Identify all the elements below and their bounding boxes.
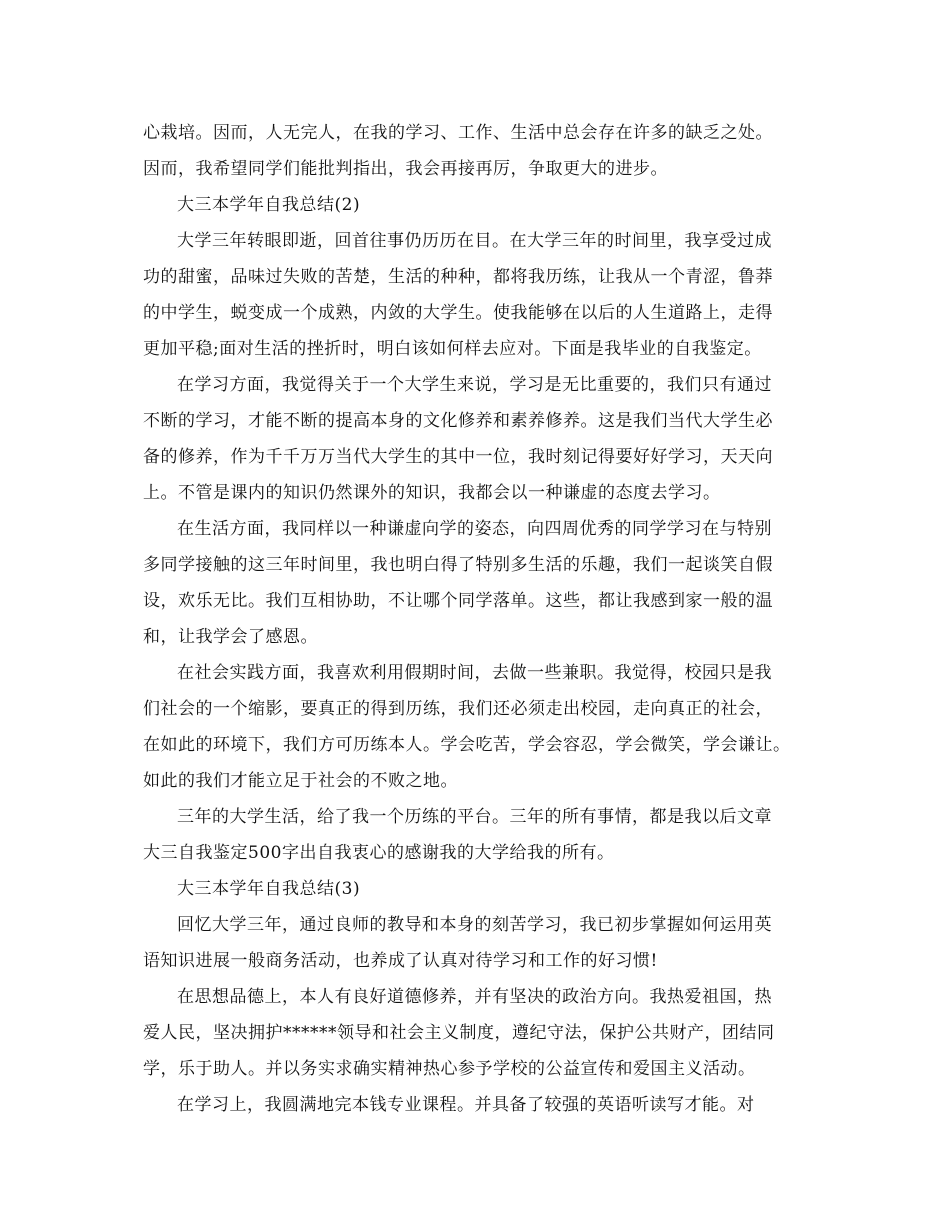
- text-line: 大三本学年自我总结(3): [177, 879, 361, 899]
- text-line: 在生活方面，我同样以一种谦虚向学的姿态，向四周优秀的同学学习在与特别: [177, 519, 772, 539]
- text-line: 三年的大学生活，给了我一个历练的平台。三年的所有事情，都是我以后文章: [177, 807, 772, 827]
- text-line: 备的修养，作为千千万万当代大学生的其中一位，我时刻记得要好好学习，天天向: [143, 447, 773, 467]
- text-line: 不断的学习，才能不断的提高本身的文化修养和素养修养。这是我们当代大学生必: [143, 411, 773, 431]
- text-line: 在如此的环境下，我们方可历练本人。学会吃苦，学会容忍，学会微笑，学会谦让。: [143, 735, 791, 755]
- text-line: 的中学生，蜕变成一个成熟，内敛的大学生。使我能够在以后的人生道路上，走得: [143, 303, 773, 323]
- text-line: 因而，我希望同学们能批判指出，我会再接再厉，争取更大的进步。: [143, 159, 668, 179]
- text-line: 更加平稳;面对生活的挫折时，明白该如何样去应对。下面是我毕业的自我鉴定。: [143, 339, 762, 359]
- text-line: 心栽培。因而，人无完人，在我的学习、工作、生活中总会存在许多的缺乏之处。: [143, 123, 773, 143]
- text-line: 大三本学年自我总结(2): [177, 195, 361, 215]
- text-line: 上。不管是课内的知识仍然课外的知识，我都会以一种谦虚的态度去学习。: [143, 483, 721, 503]
- text-line: 大三自我鉴定500字出自我衷心的感谢我的大学给我的所有。: [143, 843, 615, 863]
- text-line: 语知识进展一般商务活动，也养成了认真对待学习和工作的好习惯!: [143, 951, 658, 971]
- text-line: 在学习上，我圆满地完本钱专业课程。并具备了较强的英语听读写才能。对: [177, 1095, 755, 1115]
- text-line: 如此的我们才能立足于社会的不败之地。: [143, 771, 458, 791]
- document-body: [143, 115, 808, 1123]
- text-line: 在社会实践方面，我喜欢利用假期时间，去做一些兼职。我觉得，校园只是我: [177, 663, 772, 683]
- text-line: 在思想品德上，本人有良好道德修养，并有坚决的政治方向。我热爱祖国，热: [177, 987, 772, 1007]
- text-line: 回忆大学三年，通过良师的教导和本身的刻苦学习，我已初步掌握如何运用英: [177, 915, 772, 935]
- text-line: 们社会的一个缩影，要真正的得到历练，我们还必须走出校园，走向真正的社会，: [143, 699, 773, 719]
- text-line: 学，乐于助人。并以务实求确实精神热心参予学校的公益宣传和爱国主义活动。: [143, 1059, 756, 1079]
- text-line: 大学三年转眼即逝，回首往事仍历历在目。在大学三年的时间里，我享受过成: [177, 231, 772, 251]
- text-line: 和，让我学会了感恩。: [143, 627, 318, 647]
- text-line: 爱人民，坚决拥护******领导和社会主义制度，遵纪守法，保护公共财产，团结同: [143, 1023, 775, 1043]
- text-line: 在学习方面，我觉得关于一个大学生来说，学习是无比重要的，我们只有通过: [177, 375, 772, 395]
- text-line: 功的甜蜜，品味过失败的苦楚，生活的种种，都将我历练，让我从一个青涩，鲁莽: [143, 267, 773, 287]
- text-line: 设，欢乐无比。我们互相协助，不让哪个同学落单。这些，都让我感到家一般的温: [143, 591, 773, 611]
- text-line: 多同学接触的这三年时间里，我也明白得了特别多生活的乐趣，我们一起谈笑自假: [143, 555, 773, 575]
